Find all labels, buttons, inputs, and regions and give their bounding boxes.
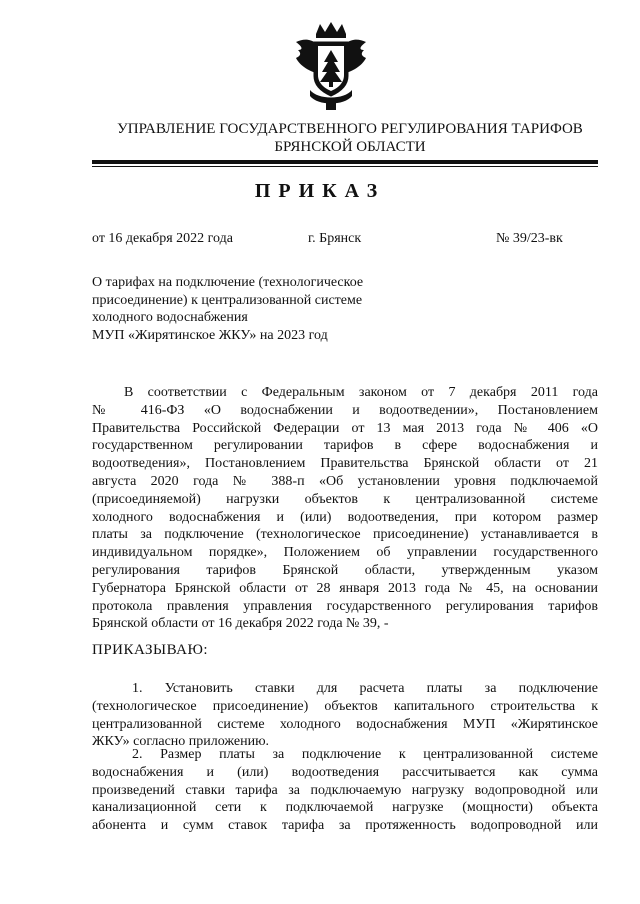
organization-name-line1: УПРАВЛЕНИЕ ГОСУДАРСТВЕННОГО РЕГУЛИРОВАНИЯ ТАРИФОВ [117,121,583,137]
header-divider-thin [92,166,598,167]
preamble-line: августа 2020 года № 388-п «Об установлении уровня подключаемой [92,473,598,489]
item-line: канализационной сети к подключаемой нагрузке (мощности) объекта [92,800,598,816]
document-date: от 16 декабря 2022 года [92,231,233,246]
document-title: ПРИКАЗ [254,180,386,202]
item-line: абонента и сумм ставок тарифа за протяженность водопроводной или [92,818,598,834]
preamble-line: индивидуальном порядке», Положением об управлении государственного [92,545,598,561]
preamble-line: Правительства Российской Федерации от 13 мая 2013 года № 406 «О [92,420,598,436]
subject-line: О тарифах на подключение (технологическое [92,275,364,290]
preamble-line: В соответствии с Федеральным законом от 7 декабря 2011 года [124,385,598,400]
subject-line: МУП «Жирятинское ЖКУ» на 2023 год [92,327,328,343]
organization-name-line2: БРЯНСКОЙ ОБЛАСТИ [274,139,426,155]
preamble-line: регулирования тарифов Брянской области, утвержденным указом [92,562,598,578]
order-item-1 [92,680,598,751]
header-divider-thick [92,160,598,164]
item-line: ЖКУ» согласно приложению. [92,734,270,750]
item-line: 1. Установить ставки для расчета платы за подключение [132,681,598,696]
order-item-2 [92,746,598,835]
item-line: водоснабжения и (или) водоотведения рассчитывается как сумма [92,764,598,780]
preamble-line: Губернатора Брянской области от 28 января 2013 года № 45, на основании [92,580,598,596]
preamble-line: платы за подключение (технологическое присоединение) устанавливается в [92,527,598,543]
subject-line: холодного водоснабжения [92,310,248,325]
document-number: № 39/23-вк [496,231,563,246]
preamble-line: протокола правления управления государственного регулирования тарифов [92,598,598,614]
item-line: 2. Размер платы за подключение к централизованной системе [132,747,598,762]
preamble-line: Брянской области от 16 декабря 2022 года № 39, - [92,616,389,632]
subject-line: присоединение) к централизованной системе [92,292,363,308]
preamble-line: (присоединяемой) нагрузки объектов к централизованной системе [92,491,598,507]
item-line: централизованной системе холодного водоснабжения МУП «Жирятинское [92,716,598,732]
order-heading: ПРИКАЗЫВАЮ: [92,642,209,658]
preamble-line: холодного водоснабжения и (или) водоотведения, при котором размер [92,509,598,525]
item-line: произведений ставки тарифа за подключаемую нагрузку водопроводной или [92,782,598,798]
coat-of-arms-emblem [290,20,372,112]
preamble-line: № 416-ФЗ «О водоснабжении и водоотведении», Постановлением [92,402,598,418]
document-city: г. Брянск [308,231,362,246]
preamble-line: водоотведения», Постановлением Правительства Брянской области от 21 [92,456,598,472]
preamble-line: государственном регулировании тарифов в сфере водоснабжения и [92,438,598,454]
item-line: (технологическое присоединение) объектов капитального строительства к [92,698,598,714]
preamble-paragraph [92,384,598,633]
document-subject [92,274,412,344]
